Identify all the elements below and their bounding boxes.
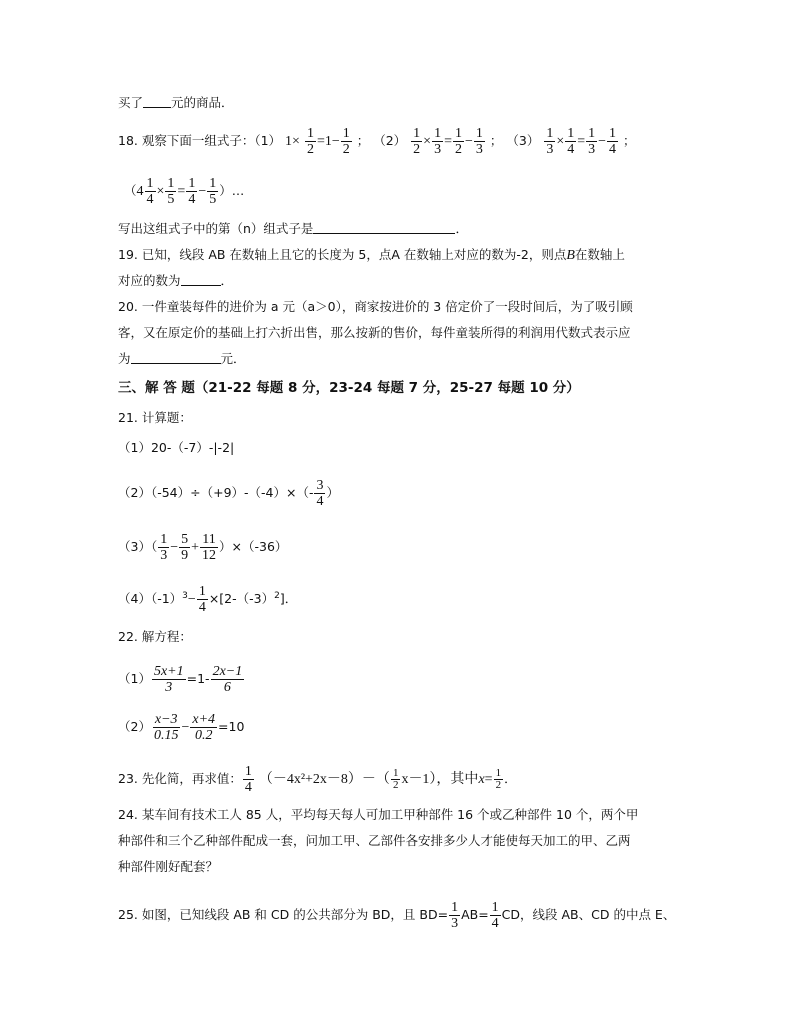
fraction: $\frac{5x+1}{3}$ (153, 664, 184, 695)
fraction: $\frac{1}{2}$ (413, 126, 421, 157)
fraction: $\frac{1}{2}$ (495, 767, 502, 791)
q21-1: （1）20-（-7）-|-2| (118, 440, 235, 455)
fraction: $\frac{1}{2}$ (342, 126, 350, 157)
q21-4: $(4)(-1)^3-$ $\frac{1}{4}$ $\times[2-(-3)^2]$． (118, 584, 298, 615)
fraction: $\frac{1}{4}$ (609, 126, 617, 157)
fraction: $\frac{1}{5}$ (167, 176, 175, 207)
fraction: $\frac{1}{3}$ (160, 532, 168, 563)
q22-2: （2） $\frac{x-3}{0.15}$ − $\frac{x+4}{0.2}$ =10 (118, 712, 245, 743)
q17-tail: 买了 元的商品． (118, 95, 234, 110)
fraction: $\frac{1}{4}$ (146, 176, 154, 207)
fraction: $\frac{3}{4}$ (316, 478, 324, 509)
q25-line-1: 25. 如图，已知线段 AB 和 CD 的公共部分为 BD，且 BD= $\frac{1}{3}$ AB= $\frac{1}{4}$ CD，线段 AB、CD 的中点 E、 (118, 900, 676, 931)
q20-line-3: 为 元． (118, 351, 246, 366)
q18-line: 18. 观察下面一组式子：（1） 1× $\frac{1}{2}$ =1− $\frac{1}{2}$ ； （2） $\frac{1}{2}$ × $\frac{1}{3}$ = $\frac{1}{2}$ − $\frac{1}{3}$ ； （3） $\frac{1}{3}$ × $\frac{1}{4}$ = $\frac{1}{3}$ − $\frac{1}{4}$ ； (118, 126, 636, 157)
fraction: $\frac{5}{9}$ (181, 532, 189, 563)
q22-title: 22. 解方程： (118, 629, 192, 644)
q18-line-4: （4 $\frac{1}{4}$ × $\frac{1}{5}$ = $\frac{1}{4}$ − $\frac{1}{5}$ ）… (124, 176, 245, 207)
fraction: $\frac{1}{4}$ (188, 176, 196, 207)
q19-line-1: 19. 已知，线段 AB 在数轴上且它的长度为 5，点A 在数轴上对应的数为-2，则点B在数轴上 (118, 247, 625, 263)
answer-blank[interactable] (143, 95, 171, 108)
q24-line-2: 种部件和三个乙种部件配成一套，问加工甲、乙部件各安排多少人才能使每天加工的甲、乙两 (118, 833, 631, 848)
q19-line-2: 对应的数为 ． (118, 273, 234, 288)
answer-blank[interactable] (313, 221, 455, 234)
answer-blank[interactable] (181, 273, 221, 286)
fraction: $\frac{1}{4}$ (244, 764, 252, 795)
fraction: $\frac{x-3}{0.15}$ (153, 712, 179, 743)
fraction: $\frac{1}{2}$ (306, 126, 314, 157)
fraction: $\frac{2x-1}{6}$ (212, 664, 243, 695)
fraction: $\frac{1}{5}$ (209, 176, 217, 207)
q22-1: （1） $\frac{5x+1}{3}$ =1- $\frac{2x-1}{6}$ (118, 664, 243, 695)
q20-line-1: 20. 一件童装每件的进价为 a 元（a＞0），商家按进价的 3 倍定价了一段时间后，为了吸引顾 (118, 299, 633, 314)
q24-line-1: 24. 某车间有技术工人 85 人，平均每天每人可加工甲种部件 16 个或乙种部件 10 个，两个甲 (118, 807, 639, 822)
fraction: $\frac{1}{3}$ (588, 126, 596, 157)
q18-write: 写出这组式子中的第（n）组式子是 ． (118, 221, 468, 236)
fraction: $\frac{1}{4}$ (198, 584, 206, 615)
q21-3: （3）（ $\frac{1}{3}$ − $\frac{5}{9}$ + $\frac{11}{12}$ ）×（-36） (118, 532, 288, 563)
q20-line-2: 客，又在原定价的基础上打六折出售，那么按新的售价，每件童装所得的利润用代数式表示应 (118, 325, 631, 340)
fraction: $\frac{1}{3}$ (475, 126, 483, 157)
fraction: $\frac{11}{12}$ (202, 532, 217, 563)
fraction: $\frac{1}{3}$ (546, 126, 554, 157)
answer-blank[interactable] (131, 351, 221, 364)
fraction: $\frac{1}{3}$ (451, 900, 459, 931)
fraction: $\frac{1}{3}$ (434, 126, 442, 157)
fraction: $\frac{1}{2}$ (454, 126, 462, 157)
section-heading: 三、解 答 题（21-22 每题 8 分，23-24 每题 7 分，25-27 每题 10 分） (118, 380, 580, 396)
q21-2: （2）（-54）÷（+9）-（-4）×（- $\frac{3}{4}$ ） (118, 478, 339, 509)
fraction: $\frac{1}{2}$ (392, 767, 399, 791)
q21-title: 21. 计算题： (118, 410, 192, 425)
fraction: $\frac{1}{4}$ (567, 126, 575, 157)
fraction: $\frac{x+4}{0.2}$ (192, 712, 216, 743)
fraction: $\frac{1}{4}$ (491, 900, 499, 931)
q23: 23. 先化简，再求值： $\frac{1}{4}$ （－4x²+2x－8）－（ $\frac{1}{2}$ x－1），其中x= $\frac{1}{2}$ ． (118, 764, 517, 795)
q24-line-3: 种部件刚好配套？ (118, 859, 219, 874)
